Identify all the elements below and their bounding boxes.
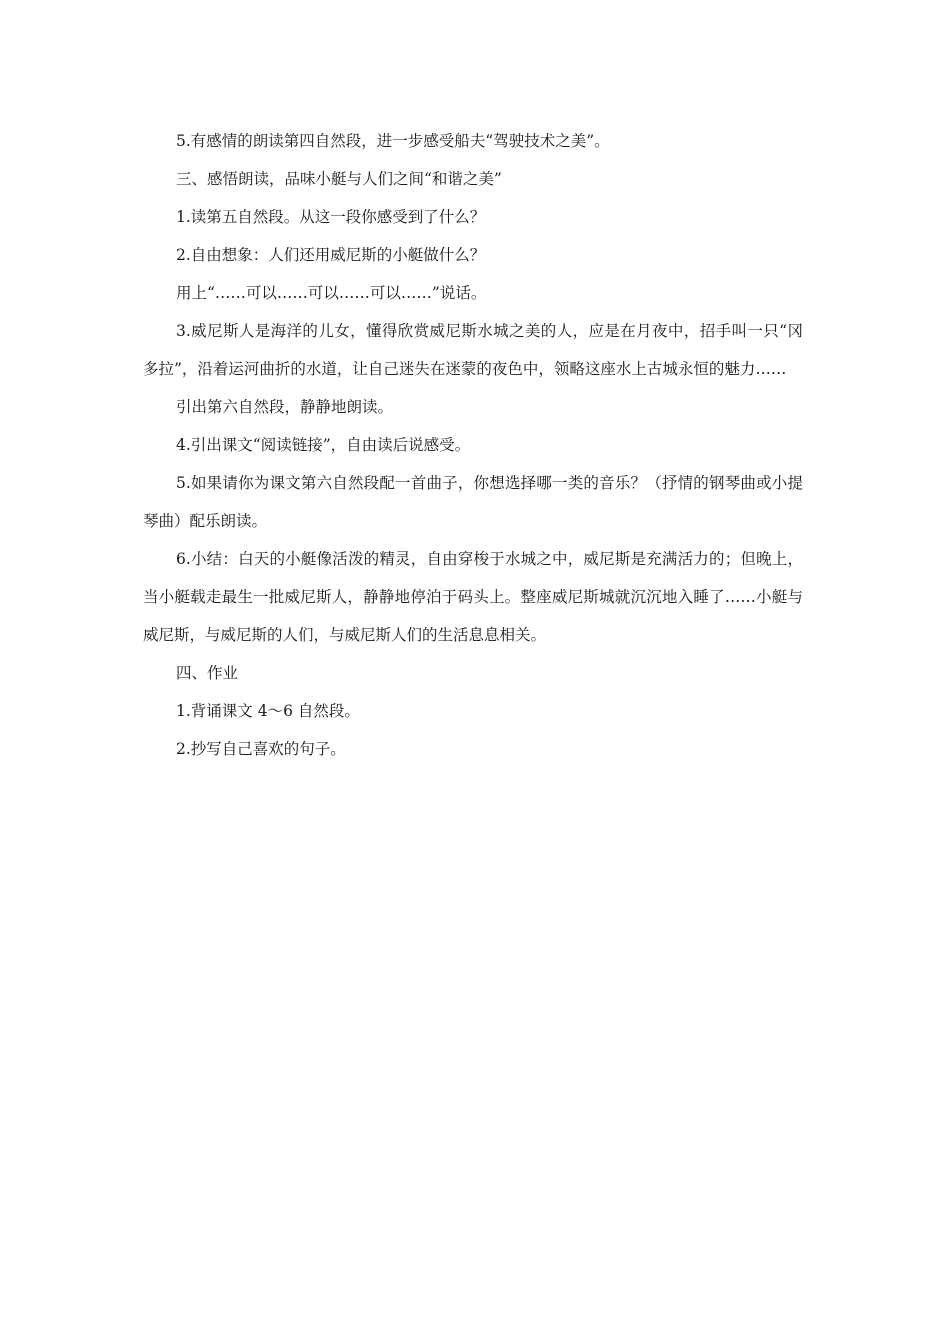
paragraph-read-fifth: 1.读第五自然段。从这一段你感受到了什么？ [176,208,486,226]
homework-item-copy: 2.抄写自己喜欢的句子。 [176,740,346,758]
paragraph-sentence-pattern: 用上“……可以……可以……可以……”说话。 [176,284,487,302]
homework-item-recite: 1.背诵课文 4～6 自然段。 [176,702,360,720]
paragraph-imagine: 2.自由想象：人们还用威尼斯的小艇做什么？ [176,246,486,264]
section-heading-homework: 四、作业 [176,664,239,682]
paragraph-sixth-read: 引出第六自然段，静静地朗读。 [176,398,394,416]
paragraph-read-fourth: 5.有感情的朗读第四自然段，进一步感受船夫“驾驶技术之美”。 [176,132,610,150]
document-body [143,122,803,768]
section-heading-three: 三、感悟朗读，品味小艇与人们之间“和谐之美” [176,170,502,188]
paragraph-summary: 6.小结：白天的小艇像活泼的精灵，自由穿梭于水城之中，威尼斯是充满活力的；但晚上，当小艇载走最生一批威尼斯人，静静地停泊于码头上。整座威尼斯城就沉沉地入睡了……小艇与威尼斯，与威尼斯的人们，与威尼斯人们的生活息息相关。 [143,550,803,644]
paragraph-reading-link: 4.引出课文“阅读链接”，自由读后说感受。 [176,436,471,454]
paragraph-venetians: 3.威尼斯人是海洋的儿女，懂得欣赏威尼斯水城之美的人，应是在月夜中，招手叫一只“冈多拉”，沿着运河曲折的水道，让自己迷失在迷蒙的夜色中，领略这座水上古城永恒的魅力…… [143,322,803,378]
paragraph-music: 5.如果请你为课文第六自然段配一首曲子，你想选择哪一类的音乐？（抒情的钢琴曲或小提琴曲）配乐朗读。 [143,474,803,530]
